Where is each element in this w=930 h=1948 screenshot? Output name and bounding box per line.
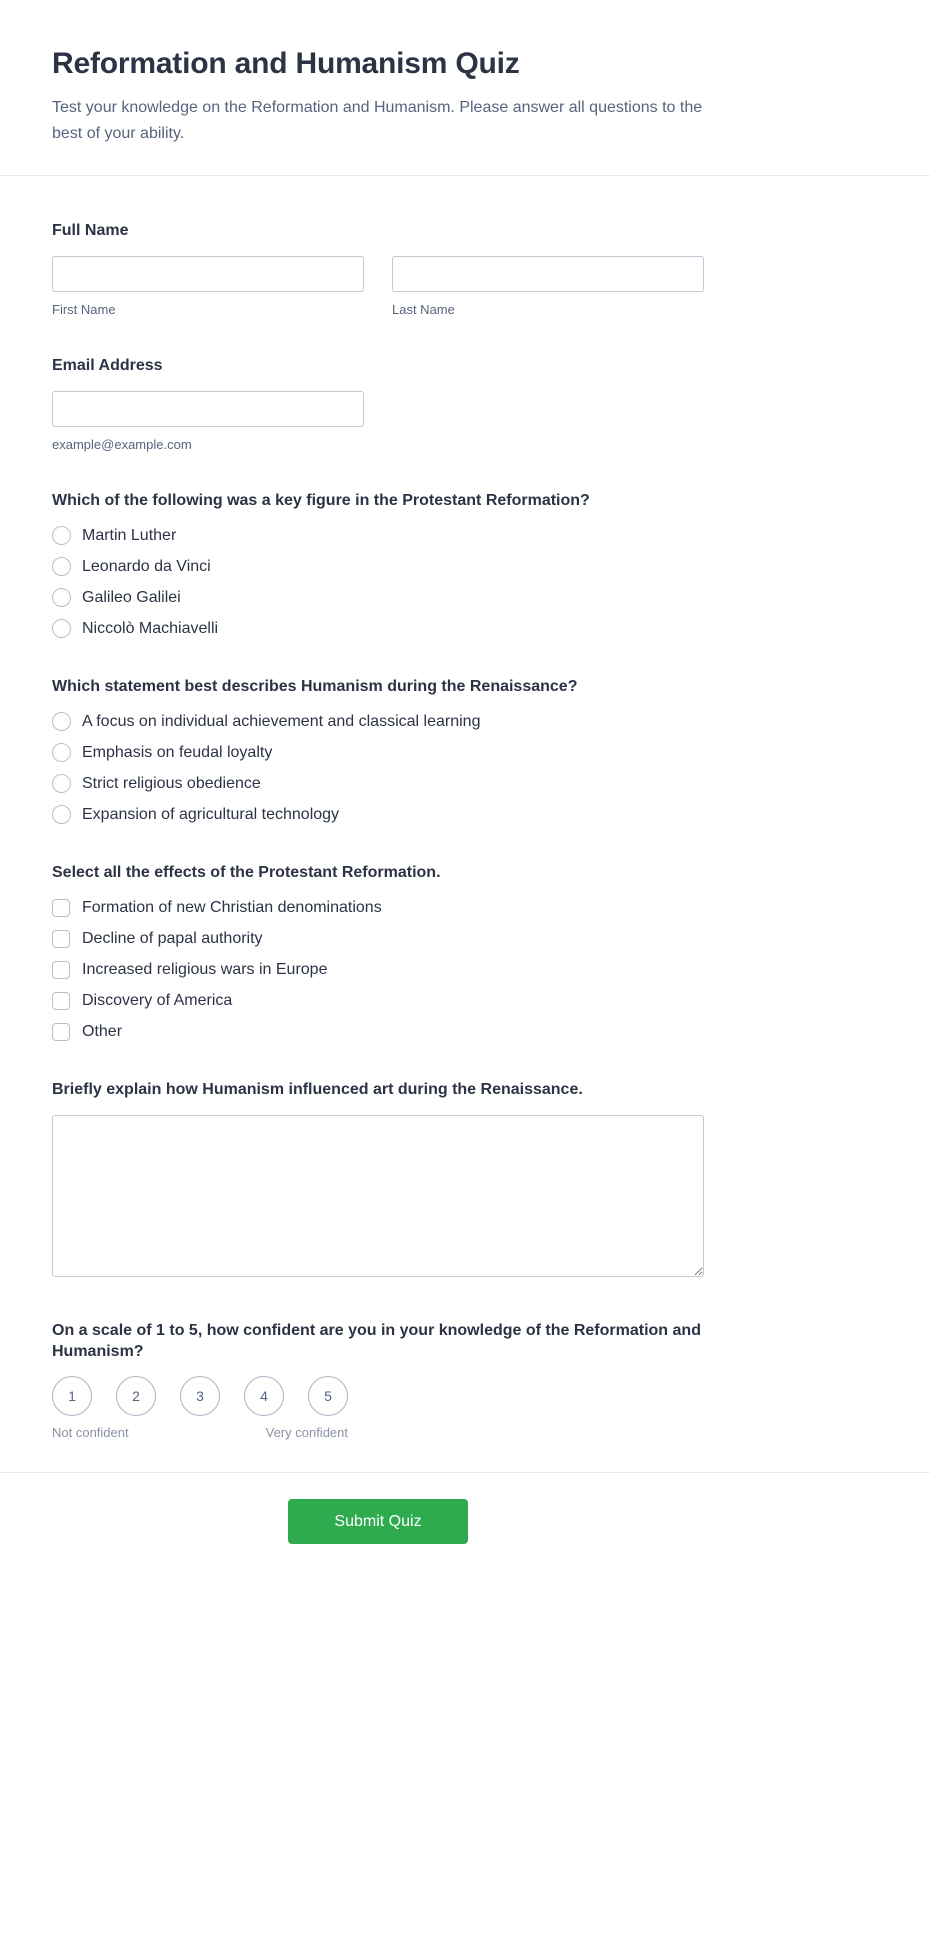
option-label: Other — [82, 1023, 123, 1040]
checkbox-option-new-denominations[interactable] — [52, 898, 704, 917]
scale-option-5[interactable]: 5 — [308, 1376, 348, 1416]
checkbox-option-other[interactable] — [52, 1022, 704, 1041]
submit-inner — [52, 1499, 704, 1544]
option-label: Galileo Galilei — [82, 589, 181, 606]
checkbox-icon[interactable] — [52, 992, 70, 1010]
scale-option-2[interactable]: 2 — [116, 1376, 156, 1416]
radio-option-religious-obedience[interactable] — [52, 774, 704, 793]
last-name-subfield — [392, 256, 704, 317]
option-label: Decline of papal authority — [82, 930, 263, 947]
option-label: Formation of new Christian denominations — [82, 899, 382, 916]
name-row — [52, 256, 704, 317]
question-key-figure-label: Which of the following was a key figure in the Protestant Reformation? — [52, 492, 590, 509]
email-sublabel: example@example.com — [52, 437, 192, 452]
radio-icon[interactable] — [52, 743, 71, 762]
radio-option-feudal-loyalty[interactable] — [52, 743, 704, 762]
scale-low-label: Not confident — [52, 1425, 129, 1440]
scale-high-label: Very confident — [265, 1425, 348, 1440]
option-label: A focus on individual achievement and classical learning — [82, 713, 481, 730]
radio-icon[interactable] — [52, 805, 71, 824]
radio-icon[interactable] — [52, 557, 71, 576]
first-name-input[interactable] — [52, 256, 364, 292]
scale-row — [52, 1376, 704, 1416]
checkbox-icon[interactable] — [52, 930, 70, 948]
radio-icon[interactable] — [52, 712, 71, 731]
last-name-sublabel: Last Name — [392, 302, 455, 317]
question-effects-label: Select all the effects of the Protestant Reformation. — [52, 864, 441, 881]
question-explain — [52, 1079, 704, 1282]
radio-option-niccolo-machiavelli[interactable] — [52, 619, 704, 638]
option-label: Martin Luther — [82, 527, 177, 544]
option-label: Strict religious obedience — [82, 775, 261, 792]
form-title: Reformation and Humanism Quiz — [52, 47, 520, 80]
radio-icon[interactable] — [52, 526, 71, 545]
question-scale-label: On a scale of 1 to 5, how confident are you in your knowledge of the Reformation and Humanism? — [52, 1322, 701, 1360]
last-name-input[interactable] — [392, 256, 704, 292]
form-body — [0, 176, 930, 1440]
radio-option-agricultural-technology[interactable] — [52, 805, 704, 824]
scale-labels — [52, 1425, 348, 1440]
email-field — [52, 355, 704, 452]
explanation-textarea[interactable] — [52, 1115, 704, 1277]
option-label: Leonardo da Vinci — [82, 558, 211, 575]
full-name-field — [52, 220, 704, 317]
question-effects — [52, 862, 704, 1041]
option-label: Discovery of America — [82, 992, 233, 1009]
full-name-label: Full Name — [52, 222, 129, 239]
radio-option-galileo-galilei[interactable] — [52, 588, 704, 607]
radio-option-individual-achievement[interactable] — [52, 712, 704, 731]
question-humanism — [52, 676, 704, 824]
scale-option-1[interactable]: 1 — [52, 1376, 92, 1416]
option-label: Increased religious wars in Europe — [82, 961, 328, 978]
form-subtitle: Test your knowledge on the Reformation and Humanism. Please answer all questions to the best of your ability. — [52, 99, 703, 142]
option-label: Niccolò Machiavelli — [82, 620, 219, 637]
radio-icon[interactable] — [52, 588, 71, 607]
radio-option-leonardo-da-vinci[interactable] — [52, 557, 704, 576]
email-label: Email Address — [52, 357, 163, 374]
scale-option-3[interactable]: 3 — [180, 1376, 220, 1416]
question-key-figure — [52, 490, 704, 638]
radio-icon[interactable] — [52, 774, 71, 793]
question-humanism-label: Which statement best describes Humanism during the Renaissance? — [52, 678, 578, 695]
submit-button[interactable]: Submit Quiz — [288, 1499, 468, 1544]
form-header — [0, 0, 930, 147]
option-label: Expansion of agricultural technology — [82, 806, 340, 823]
checkbox-option-papal-authority[interactable] — [52, 929, 704, 948]
checkbox-icon[interactable] — [52, 961, 70, 979]
first-name-sublabel: First Name — [52, 302, 116, 317]
checkbox-icon[interactable] — [52, 1023, 70, 1041]
checkbox-option-religious-wars[interactable] — [52, 960, 704, 979]
question-scale — [52, 1320, 704, 1440]
option-label: Emphasis on feudal loyalty — [82, 744, 273, 761]
radio-option-martin-luther[interactable] — [52, 526, 704, 545]
radio-icon[interactable] — [52, 619, 71, 638]
checkbox-icon[interactable] — [52, 899, 70, 917]
first-name-subfield — [52, 256, 364, 317]
question-explain-label: Briefly explain how Humanism influenced art during the Renaissance. — [52, 1081, 583, 1098]
email-input[interactable] — [52, 391, 364, 427]
checkbox-option-discovery-america[interactable] — [52, 991, 704, 1010]
submit-section — [0, 1472, 930, 1544]
scale-option-4[interactable]: 4 — [244, 1376, 284, 1416]
